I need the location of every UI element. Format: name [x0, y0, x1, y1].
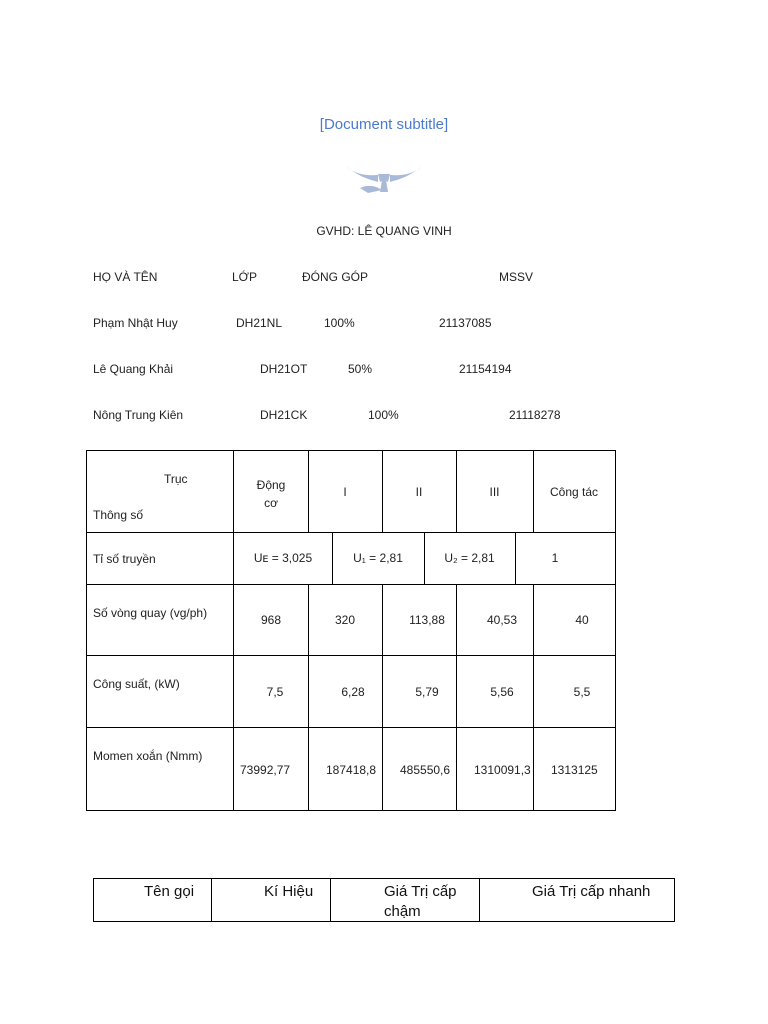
table-rule [86, 810, 616, 811]
member-contribution: 100% [324, 316, 355, 330]
row-label: Số vòng quay (vg/ph) [93, 606, 208, 620]
table-cell: 73992,77 [240, 763, 291, 777]
member-student-id: 21118278 [509, 408, 561, 422]
column-header: I [343, 485, 347, 499]
table-rule [86, 655, 616, 656]
ratio-value: U₂ = 2,81 [444, 551, 495, 565]
member-contribution: 100% [368, 408, 399, 422]
column-header-name: Tên gọi [144, 883, 195, 900]
table-cell: 5,56 [490, 685, 514, 699]
member-name: Nông Trung Kiên [93, 408, 184, 422]
member-class: DH21CK [260, 408, 308, 422]
table-rule [211, 879, 212, 921]
table-cell: 40,53 [486, 613, 518, 627]
header-contribution: ĐÓNG GÓP [302, 270, 369, 284]
member-class: DH21OT [260, 362, 308, 376]
row-label: Công suất, (kW) [93, 677, 180, 691]
ratio-value: U₁ = 2,81 [353, 551, 403, 565]
column-header: Công tác [549, 485, 599, 499]
column-header-slow-stage: Giá Trị cấp chậm [384, 883, 457, 920]
table-cell: 5,5 [573, 685, 591, 699]
column-header-fast-stage: Giá Trị cấp nhanh [532, 883, 651, 900]
table-cell: 7,5 [266, 685, 284, 699]
table-cell: 187418,8 [326, 763, 377, 777]
table-cell: 1310091,3 [474, 763, 531, 777]
table-rule [86, 450, 87, 811]
table-cell: 6,28 [341, 685, 365, 699]
column-header: II [415, 485, 423, 499]
table-cell: 1313125 [551, 763, 598, 777]
column-header: III [489, 485, 500, 499]
corner-header-shaft: Trục [164, 472, 188, 486]
header-student-id: MSSV [499, 270, 534, 284]
member-contribution: 50% [348, 362, 373, 376]
table-rule [330, 879, 331, 921]
table-rule [479, 879, 480, 921]
table-rule [86, 584, 616, 585]
column-header-symbol: Kí Hiệu [264, 883, 314, 900]
corner-header-parameter: Thông số [93, 508, 144, 522]
bird-logo-icon [344, 160, 424, 201]
member-name: Phạm Nhật Huy [93, 316, 178, 330]
table-cell: 485550,6 [400, 763, 451, 777]
supervisor-line: GVHD: LÊ QUANG VINH [316, 224, 452, 238]
table-rule [615, 450, 616, 811]
table-cell: 5,79 [415, 685, 439, 699]
shaft-parameters-table [86, 450, 616, 811]
table-cell: 968 [260, 613, 282, 627]
member-student-id: 21154194 [459, 362, 512, 376]
table-cell: 113,88 [409, 613, 445, 627]
column-header: Động cơ [256, 478, 286, 510]
document-subtitle: [Document subtitle] [319, 116, 449, 133]
member-student-id: 21137085 [439, 316, 492, 330]
spec-header-table [93, 878, 675, 922]
header-name: HỌ VÀ TÊN [93, 270, 158, 284]
ratio-value: Uᴇ = 3,025 [253, 551, 313, 565]
table-rule [86, 727, 616, 728]
table-rule [86, 450, 616, 451]
member-class: DH21NL [236, 316, 283, 330]
table-rule [86, 532, 616, 533]
row-label: Momen xoắn (Nmm) [93, 749, 203, 763]
table-cell: 40 [575, 613, 589, 627]
table-cell: 320 [334, 613, 356, 627]
header-class: LỚP [232, 270, 257, 284]
ratio-value: 1 [551, 551, 559, 565]
row-label: Tỉ số truyền [93, 552, 156, 566]
member-name: Lê Quang Khải [93, 362, 174, 376]
